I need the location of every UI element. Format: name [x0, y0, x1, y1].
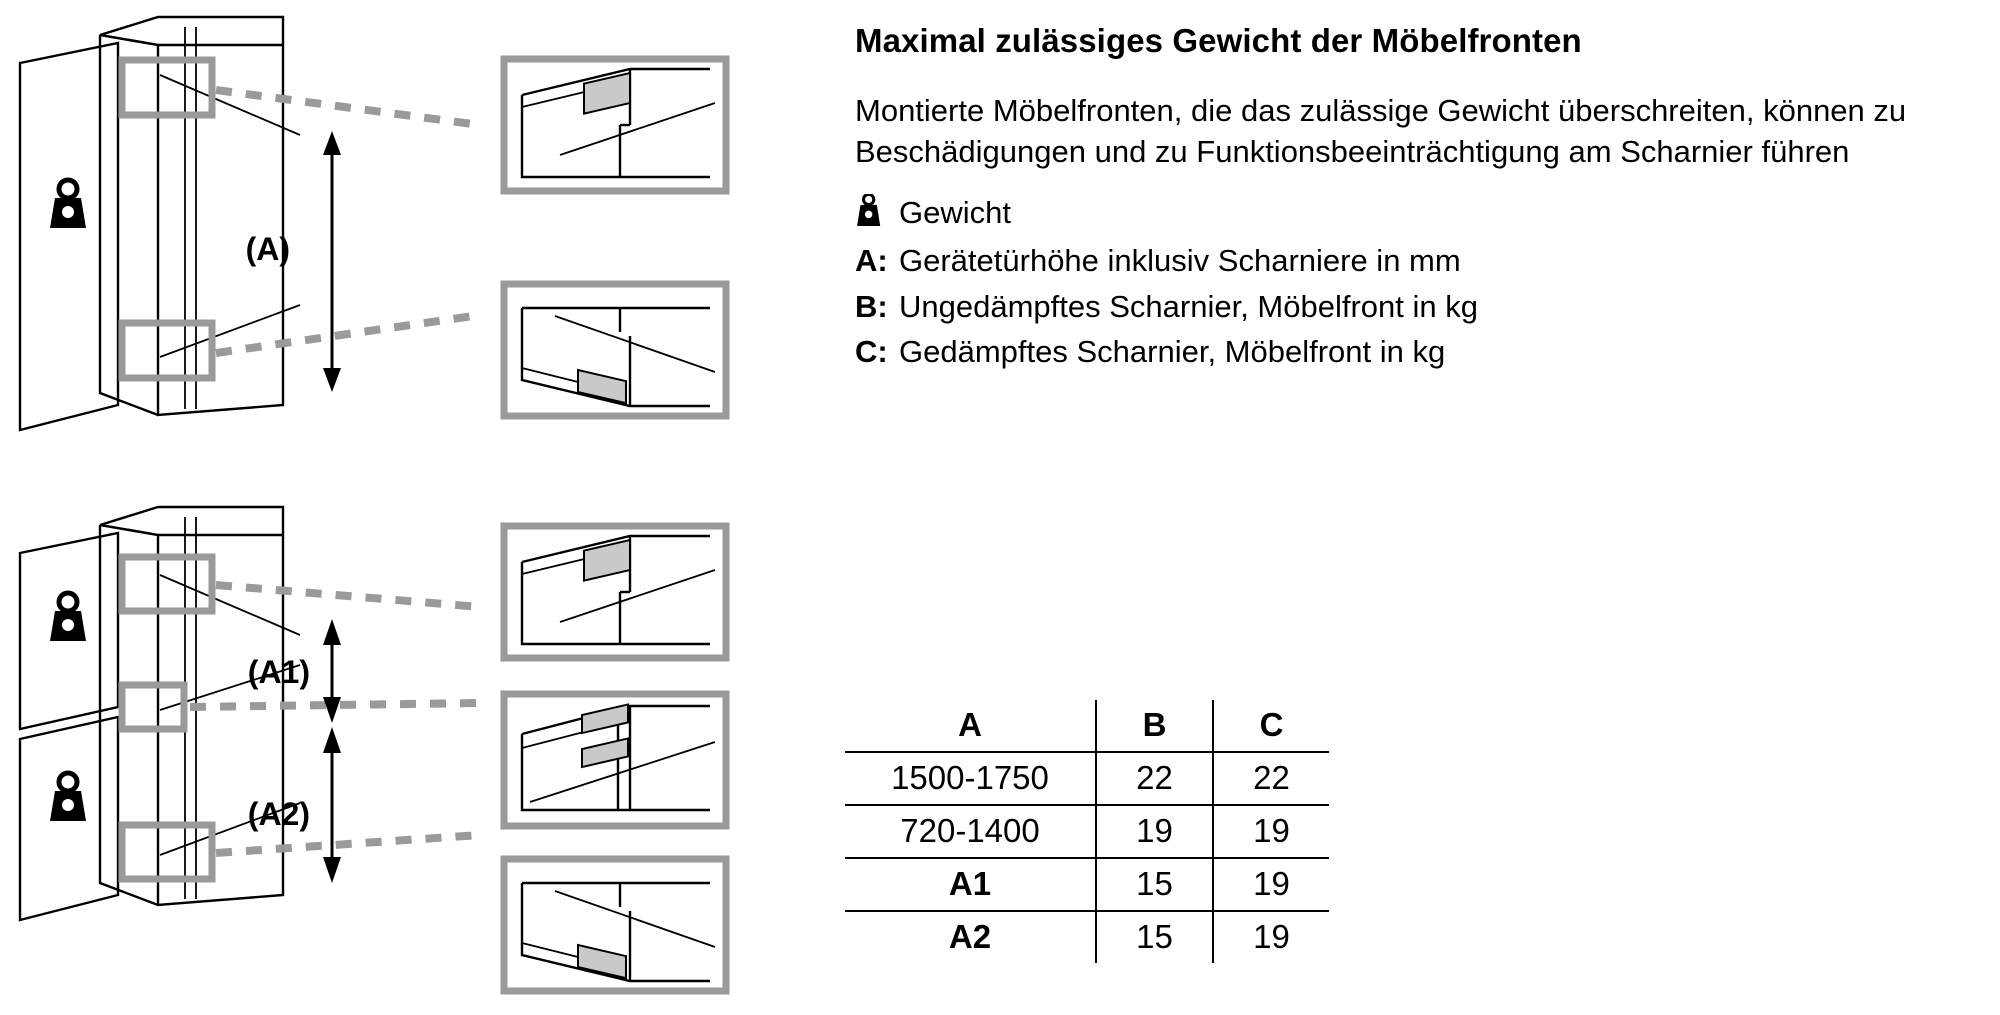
legend-item-b-label: Ungedämpftes Scharnier, Möbelfront in kg [899, 288, 1478, 324]
legend-key-c: C: [855, 334, 888, 370]
hinge-bottom-detail-upper [500, 280, 730, 420]
dimension-A2 [323, 727, 341, 883]
dimension-A1-label: (A1) [247, 654, 310, 690]
weight-icon [50, 593, 86, 641]
cell-c: 19 [1213, 805, 1329, 858]
cell-c: 19 [1253, 918, 1290, 955]
legend-item-c [855, 331, 1965, 373]
callout-line-bottom [216, 835, 480, 853]
legend-item-weight-label: Gewicht [899, 194, 1011, 230]
hinge-bottom-highlight [122, 323, 212, 378]
weight-table [845, 700, 1329, 963]
table-body [845, 752, 1329, 963]
dimension-A2-label: (A2) [247, 796, 310, 832]
table-row [845, 911, 1329, 963]
cell-a: A2 [845, 911, 1096, 963]
hinge-top-highlight [122, 557, 212, 611]
hinge-middle-detail-lower [500, 690, 730, 830]
table-row [845, 805, 1329, 858]
legend-item-a [855, 240, 1965, 282]
cell-b: 15 [1096, 911, 1213, 963]
dimension-A-label: (A) [245, 231, 290, 267]
hinge-top-highlight [122, 60, 212, 115]
text-column [855, 20, 1965, 377]
table-header-a: A [845, 700, 1096, 752]
legend-key-a: A: [855, 243, 888, 279]
table-header-row [845, 700, 1329, 752]
legend-item-a-label: Gerätetürhöhe inklusiv Scharniere in mm [899, 243, 1461, 279]
table-row [845, 752, 1329, 805]
cell-b: 19 [1096, 805, 1213, 858]
cell-a: A1 [845, 858, 1096, 911]
page-title: Maximal zulässiges Gewicht der Möbelfronten [855, 22, 1582, 59]
cell-a: 1500-1750 [845, 752, 1096, 805]
intro-paragraph: Montierte Möbelfronten, die das zulässige Gewicht überschreiten, können zu Beschädigungen und zu Funktionsbeeinträchtigung am Scharnier führen [855, 93, 1907, 169]
cell-a: 720-1400 [845, 805, 1096, 858]
weight-icon [50, 773, 86, 821]
weight-icon [50, 180, 86, 228]
table-head [845, 700, 1329, 752]
legend-key-b: B: [855, 288, 888, 324]
callout-line-top [216, 90, 480, 125]
legend-item-b [855, 286, 1965, 328]
hinge-top-detail-upper [500, 55, 730, 195]
dimension-A [323, 131, 341, 392]
table-header-c: C [1213, 700, 1329, 752]
table-row [845, 858, 1329, 911]
legend-item-c-label: Gedämpftes Scharnier, Möbelfront in kg [899, 334, 1446, 370]
hinge-top-detail-lower [500, 522, 730, 662]
table-header-b: B [1096, 700, 1213, 752]
cell-c: 22 [1213, 752, 1329, 805]
weight-icon [855, 194, 899, 239]
cell-b: 15 [1096, 858, 1213, 911]
cell-b: 22 [1096, 752, 1213, 805]
legend-item-weight [855, 192, 1965, 237]
cell-c: 19 [1213, 858, 1329, 911]
hinge-middle-highlight [122, 685, 184, 729]
legend-list [855, 192, 1965, 373]
callout-line-top [216, 585, 480, 607]
hinge-bottom-detail-lower [500, 855, 730, 995]
